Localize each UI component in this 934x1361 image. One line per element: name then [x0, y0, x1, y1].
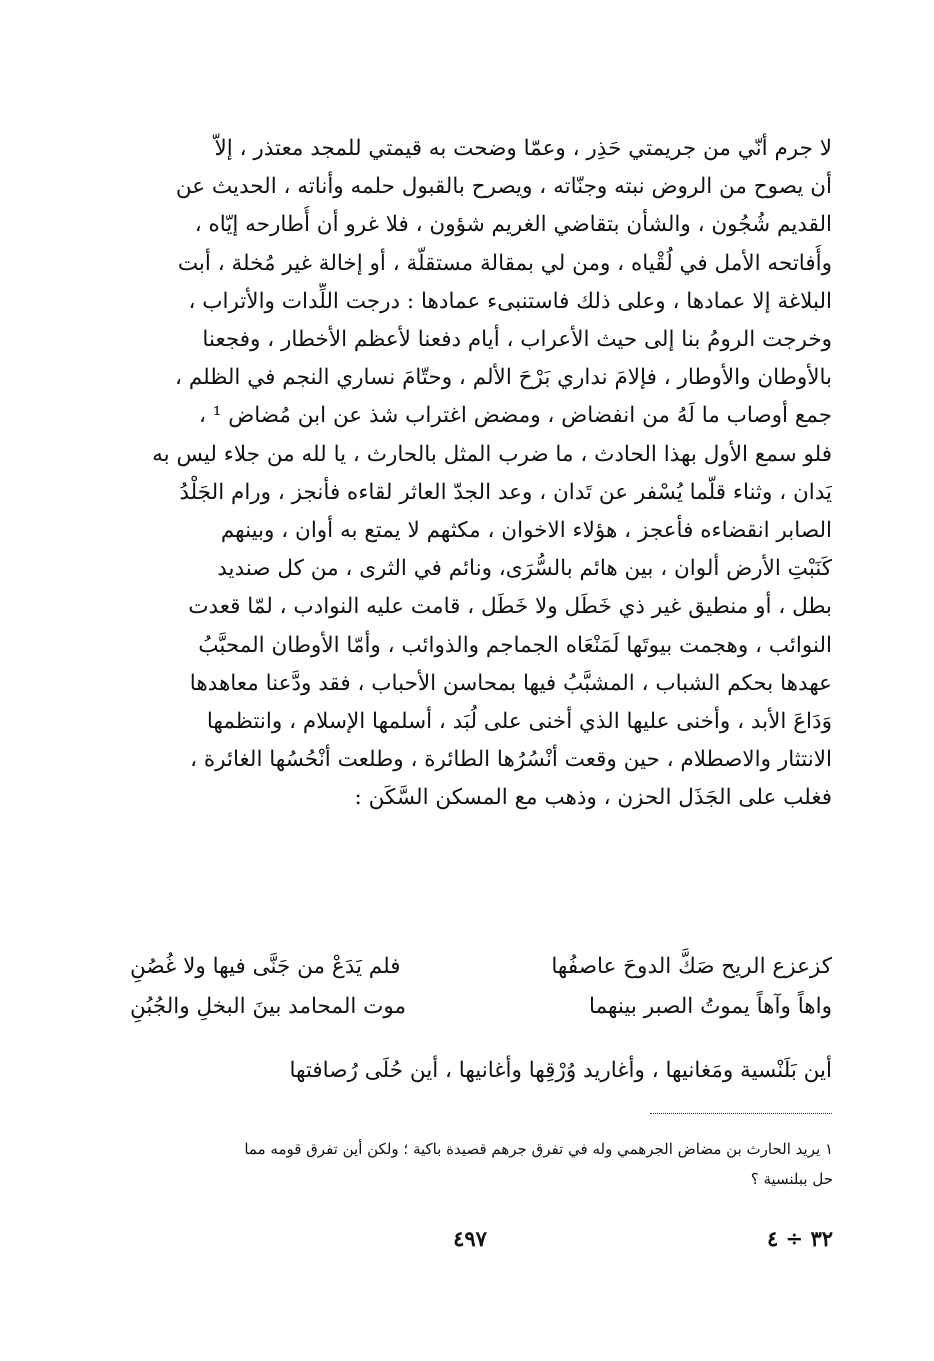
text-line: لا جرم أنّي من جريمتي حَذِر ، وعمّا وضحت به قيمتي للمجد معتذر ، إلاّ: [214, 136, 832, 161]
text-line: فلو سمع الأول بهذا الحادث ، ما ضرب المثل بالحارث ، يا لله من جلاء ليس به: [152, 441, 832, 467]
text-line: جمع أوصاب ما لَهُ من انفضاض ، ومضض اغتراب شذ عن ابن مُضاض ¹ ،: [199, 403, 832, 429]
footnote: [125, 1134, 833, 1194]
text-line: عهدها بحكم الشباب ، المشبَّبُ فيها بمحاسن الأحباب ، فقد ودَّعنا معاهدها: [189, 670, 832, 696]
printer-signature: ٣٢ ÷ ٤: [766, 1226, 833, 1251]
poem-second-hemistich: موت المحامد بينَ البخلِ والجُبُنِ: [130, 994, 407, 1019]
text-line: النوائب ، وهجمت بيوتَها لَمَنْعَاه الجماجم والذوائب ، وأمّا الأوطان المحبَّبُ: [198, 632, 832, 658]
poem-second-hemistich: فلم يَدَعْ من جَنَّى فيها ولا غُصُنِ: [130, 954, 401, 979]
poem-verse: [120, 954, 832, 992]
text-line: وأُفاتحه الأمل في لُقْياه ، ومن لي بمقالة مستقلّة ، أو إخالة غير مُخلة ، أبت: [177, 250, 832, 276]
text-line: بالأوطان والأوطار ، فإلامَ نداري بَرْحَ الألم ، وحتّامَ نساري النجم في الظلم ،: [175, 365, 832, 391]
text-line: أن يصوح من الروض نبته وجنّاته ، ويصرح بالقبول حلمه وأناته ، الحديث عن: [175, 174, 832, 200]
text-line: الانتثار والاصطلام ، حين وقعت أنْسُرُها الطائرة ، وطلعت أنْحُسُها الغائرة ،: [190, 747, 832, 773]
footnote-separator: [650, 1113, 832, 1114]
footnote-line: ١ يريد الحارث بن مضاض الجرهمي وله في تفرق جرهم قصيدة باكية ؛ ولكن أين تفرق قومه مما: [244, 1140, 833, 1158]
poem-verse: [120, 994, 832, 1032]
text-line: فغلب على الجَذَل الحزن ، وذهب مع المسكن السَّكَن :: [354, 785, 832, 811]
poem-first-hemistich: واهاً وآهاً يموتُ الصبر بينهما: [589, 994, 832, 1019]
main-text: [120, 130, 832, 818]
poem-first-hemistich: كزعزع الريح صَكَّ الدوحَ عاصفُها: [551, 954, 832, 979]
footnote-line: حل ببلنسية ؟: [750, 1170, 833, 1188]
page-number: ٤٩٧: [453, 1226, 487, 1251]
text-line: وخرجت الرومُ بنا إلى حيث الأعراب ، أيام دفعنا لأعظم الأخطار ، وفجعنا: [202, 327, 832, 353]
text-line: الصابر انقضاءه فأعجز ، هؤلاء الاخوان ، مكثهم لا يمتع به أوان ، وبينهم: [220, 518, 832, 544]
text-line: يَدان ، وثناء قلّما يُسْفر عن تَدان ، وعد الجدّ العاثر لقاءه فأنجز ، ورام الجَلْدُ: [179, 479, 832, 505]
text-line: كَنَبْتِ الأرض ألوان ، بين هائم بالسُّرَى، ونائم في الثرى ، من كل صنديد: [217, 556, 832, 582]
text-line: البلاغة إلا عمادها ، وعلى ذلك فاستنبىء عمادها : درجت اللِّدات والأتراب ،: [188, 288, 832, 314]
text-line: القديم شُجُون ، والشأن بتقاضي الغريم شؤون ، فلا غرو أن أُطارحه إيّاه ،: [194, 212, 832, 238]
text-line: بطل ، أو منطيق غير ذي خَطَل ولا خَطَل ، قامت عليه النوادب ، لمّا قعدت: [188, 594, 832, 620]
text-line: وَدَاعَ الأبد ، وأخنى عليها الذي أخنى على لُبَد ، أسلمها الإسلام ، وانتظمها: [206, 709, 832, 735]
text-line-after-poem: أين بَلَنْسية ومَغانيها ، وأغاريد وُرْقِها وأغانيها ، أين حُلَى رُصافتها: [289, 1058, 832, 1083]
